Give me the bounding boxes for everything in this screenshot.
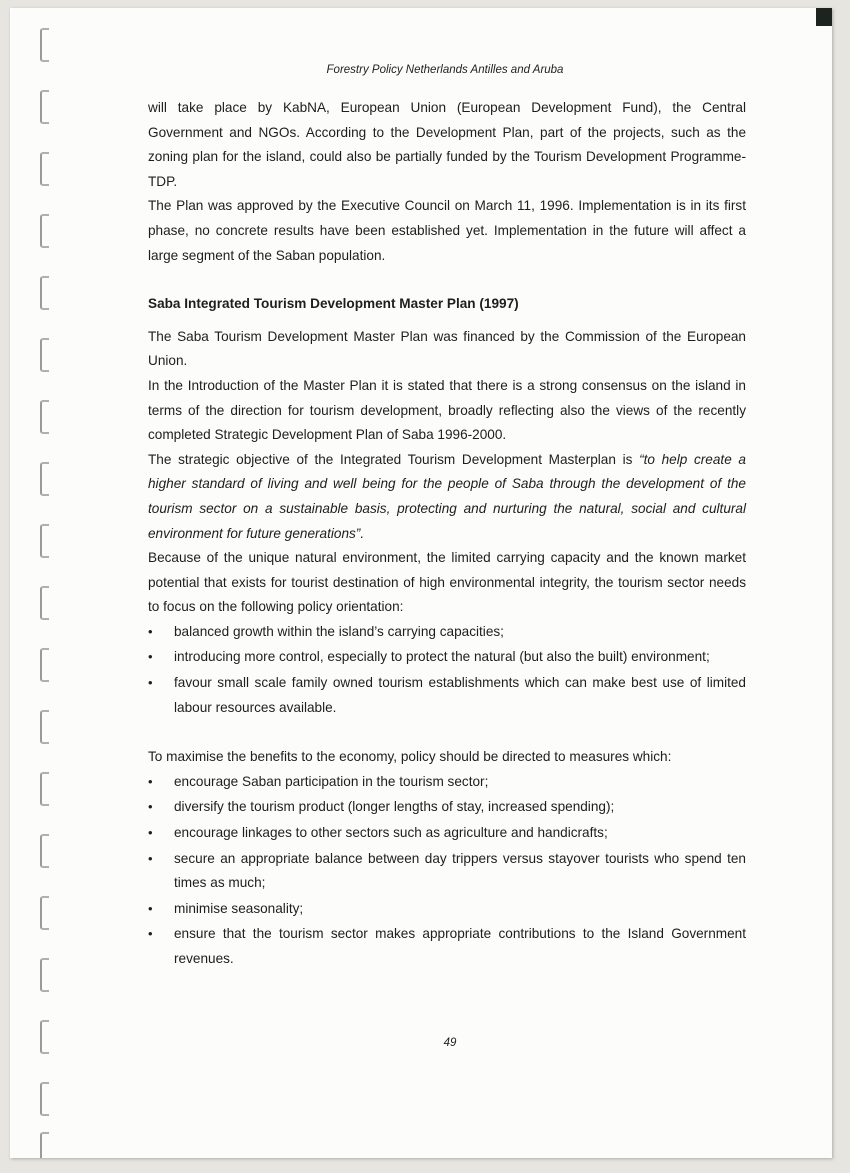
binding-ring (40, 338, 49, 372)
binding-ring (40, 1132, 49, 1158)
list-item (148, 897, 746, 922)
list-item-text: minimise seasonality; (174, 900, 304, 916)
paragraph: will take place by KabNA, European Union (European Development Fund), the Central Government and NGOs. According to the Development Plan, part of the projects, such as the zoning plan for the island, could also be partially funded by the Tourism Development Programme-TDP. (148, 100, 746, 189)
bullet-icon: • (148, 926, 153, 942)
binding-ring (40, 214, 49, 248)
bullet-icon: • (148, 773, 153, 789)
objective-quote: “to help create a higher standard of living and well being for the people of Saba through the development of the tourism sector on a sustainable basis, protecting and nurturing the natural, social and cultural environment for future generations”. (148, 451, 746, 541)
ring-binding (40, 28, 60, 1158)
binding-ring (40, 524, 49, 558)
paragraph: In the Introduction of the Master Plan it is stated that there is a strong consensus on the island in terms of the direction for tourism development, broadly reflecting also the views of the recently completed Strategic Development Plan of Saba 1996-2000. (148, 377, 746, 443)
bullet-icon: • (148, 675, 153, 691)
measures-list (148, 770, 746, 972)
list-item (148, 922, 746, 971)
binding-ring (40, 400, 49, 434)
binding-ring (40, 958, 49, 992)
binding-ring (40, 90, 49, 124)
binding-ring (40, 276, 49, 310)
bullet-icon: • (148, 799, 153, 815)
bullet-icon: • (148, 825, 153, 841)
binding-ring (40, 648, 49, 682)
orientation-list (148, 620, 746, 720)
paragraph: Because of the unique natural environment, the limited carrying capacity and the known market potential that exists for tourist destination of high environmental integrity, the tourism sector needs to focus on the following policy orientation: (148, 550, 746, 615)
section-heading: Saba Integrated Tourism Development Master Plan (1997) (148, 296, 519, 312)
list-item-text: encourage linkages to other sectors such as agriculture and handicrafts; (174, 825, 608, 841)
list-item (148, 645, 746, 670)
binding-ring (40, 462, 49, 496)
bullet-icon: • (148, 850, 153, 866)
list-item-text: diversify the tourism product (longer lengths of stay, increased spending); (174, 799, 615, 815)
list-item (148, 671, 746, 720)
list-item (148, 847, 746, 896)
paragraph: The Plan was approved by the Executive Council on March 11, 1996. Implementation is in its first phase, no concrete results have been established yet. Implementation in the future will affect a large segment of the Saban population. (148, 198, 746, 263)
list-item-text: balanced growth within the island’s carrying capacities; (174, 623, 504, 639)
body-text (148, 96, 746, 973)
list-item-text: ensure that the tourism sector makes appropriate contributions to the Island Government revenues. (174, 926, 746, 966)
page-number: 49 (443, 1037, 457, 1049)
list-item-text: favour small scale family owned tourism establishments which can make best use of limited labour resources available. (174, 675, 746, 715)
list-item-text: encourage Saban participation in the tourism sector; (174, 773, 489, 789)
list-item-text: introducing more control, especially to protect the natural (but also the built) environment; (174, 649, 710, 665)
binding-ring (40, 710, 49, 744)
bullet-icon: • (148, 649, 153, 665)
binding-ring (40, 896, 49, 930)
binding-ring (40, 1082, 49, 1116)
binding-ring (40, 28, 49, 62)
bullet-icon: • (148, 900, 153, 916)
list-item (148, 770, 746, 795)
binding-ring (40, 586, 49, 620)
scan-corner (816, 8, 832, 26)
paragraph (148, 448, 746, 546)
binding-ring (40, 834, 49, 868)
list-item-text: secure an appropriate balance between day trippers versus stayover tourists who spend ten times as much; (174, 850, 746, 891)
paragraph: To maximise the benefits to the economy, policy should be directed to measures which: (148, 749, 672, 765)
binding-ring (40, 152, 49, 186)
binding-ring (40, 772, 49, 806)
paragraph-lead: The strategic objective of the Integrated Tourism Development Masterplan is (148, 451, 640, 467)
running-header: Forestry Policy Netherlands Antilles and Aruba (326, 64, 564, 76)
list-item (148, 620, 746, 645)
list-item (148, 821, 746, 846)
list-item (148, 795, 746, 820)
paragraph: The Saba Tourism Development Master Plan was financed by the Commission of the European Union. (148, 328, 746, 369)
bullet-icon: • (148, 623, 153, 639)
